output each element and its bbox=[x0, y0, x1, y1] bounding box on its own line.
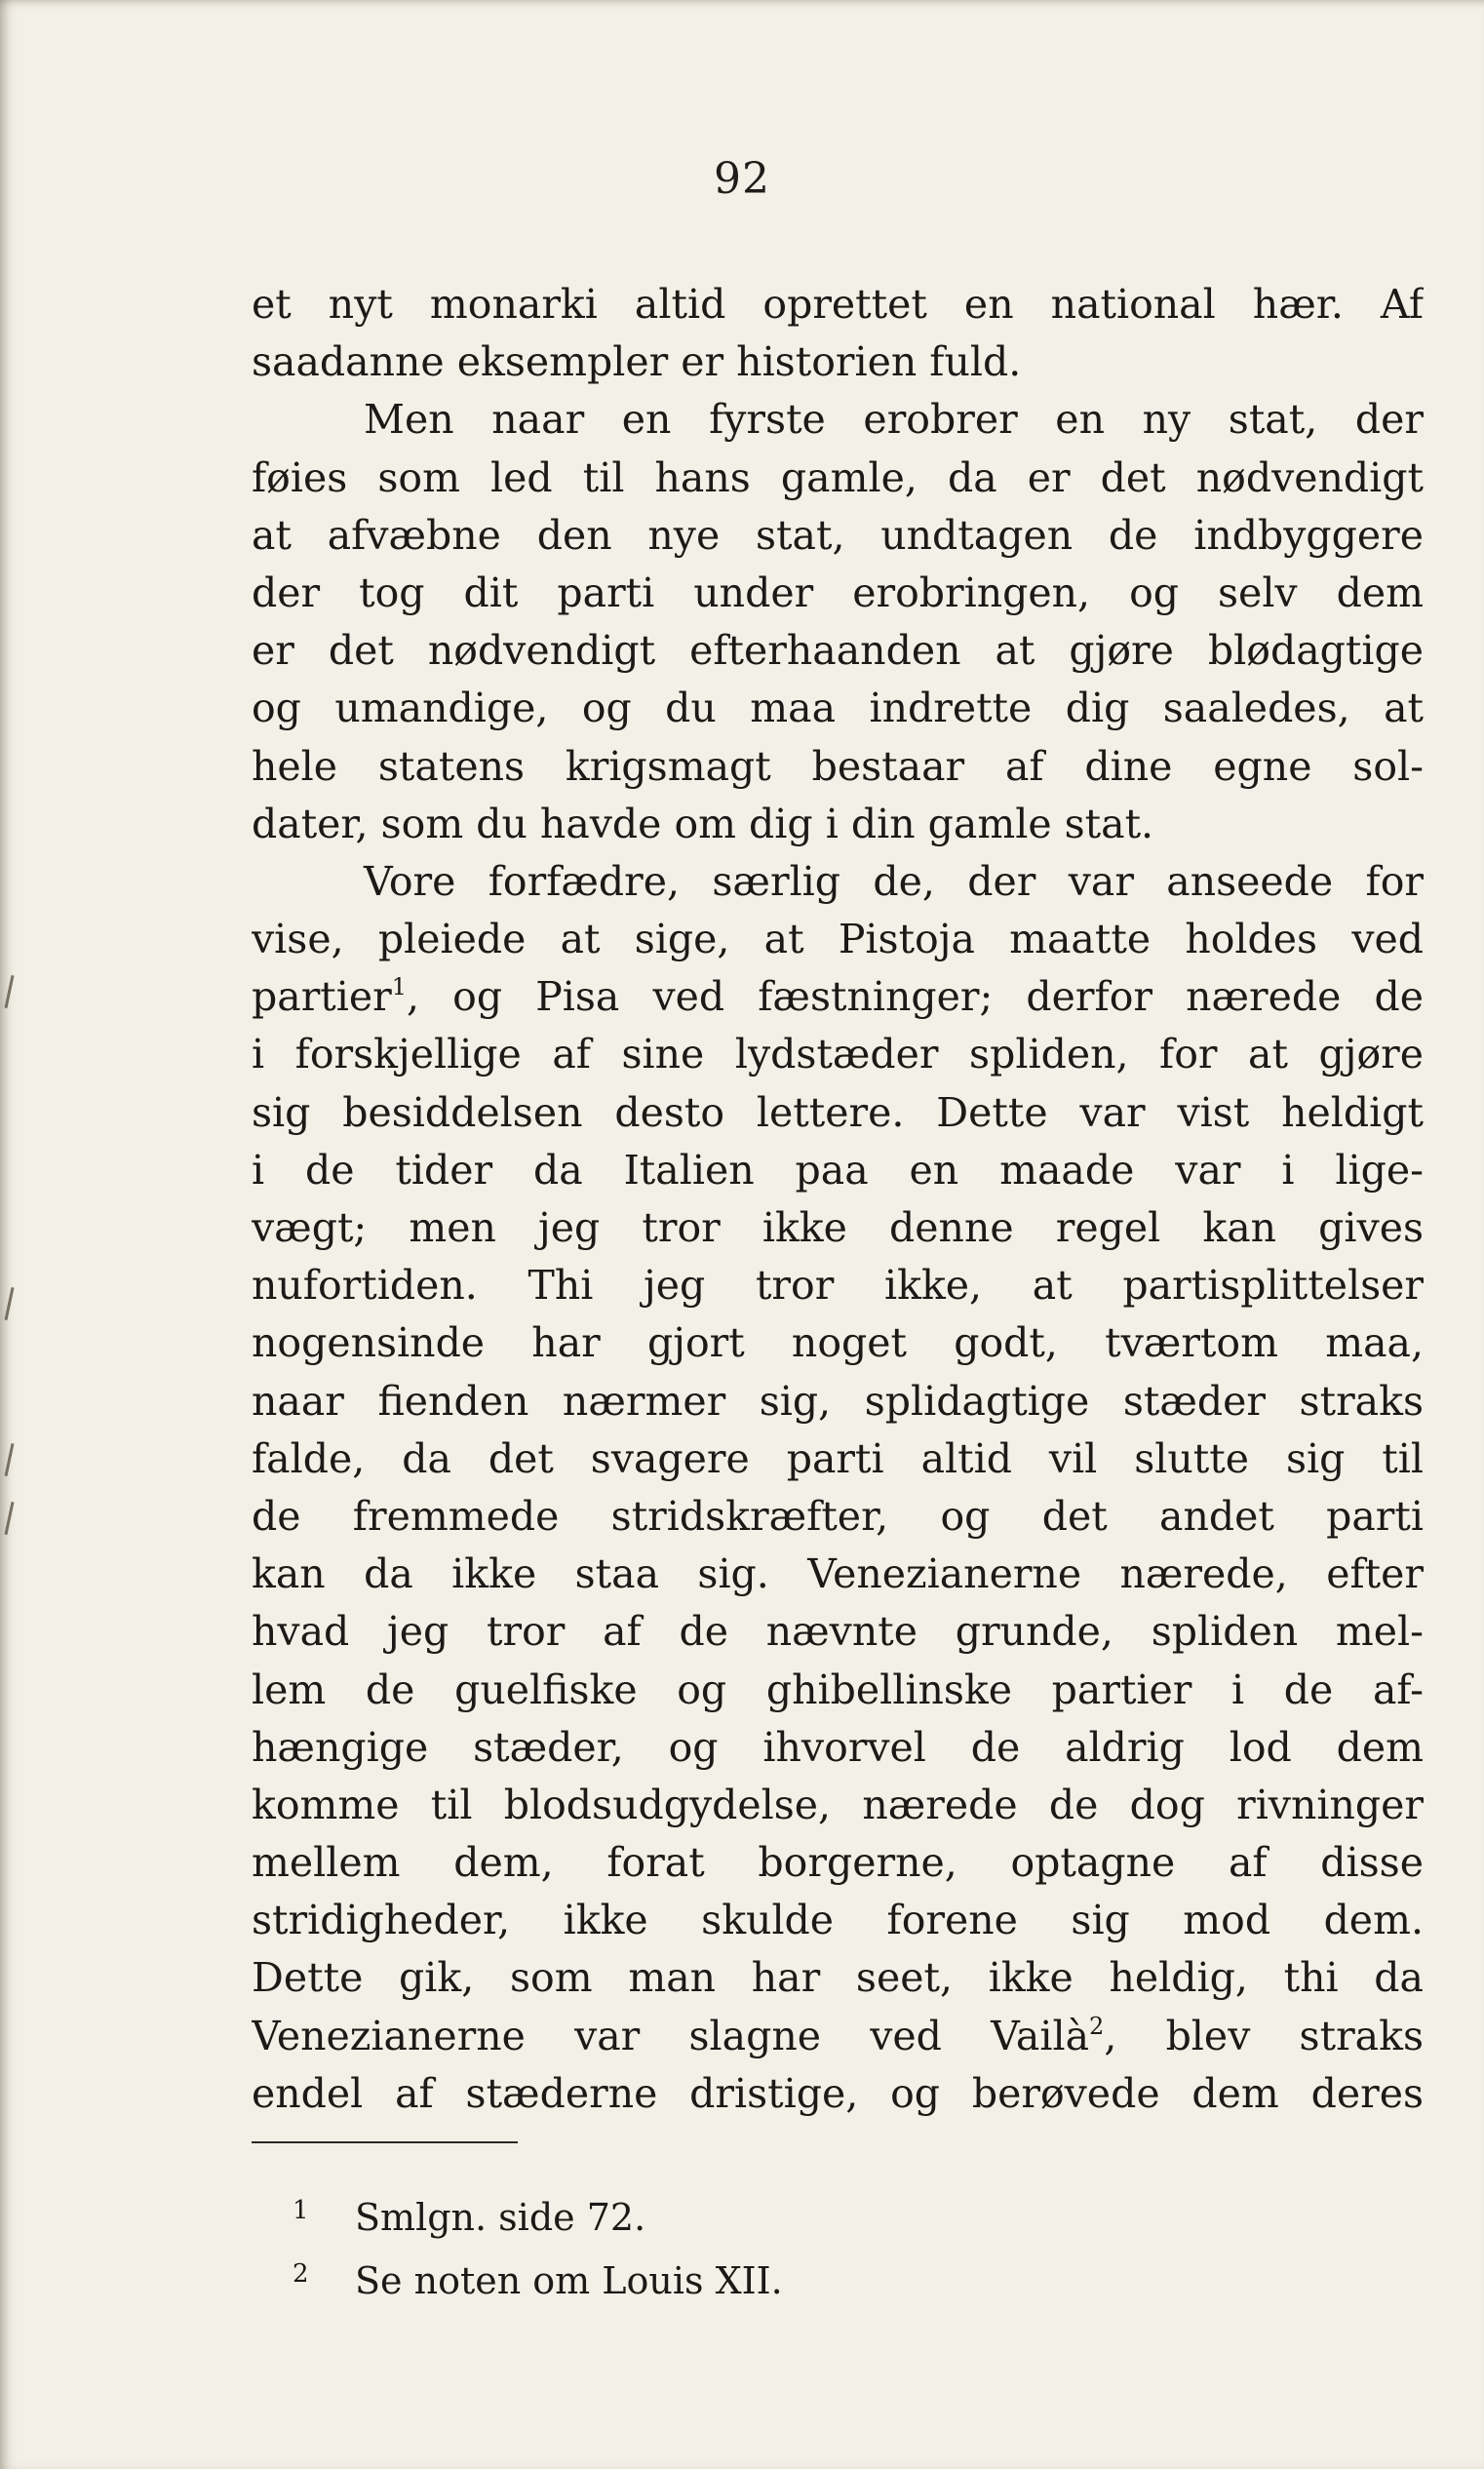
text-line: vise, pleiede at sige, at Pistoja maatte holdes ved bbox=[252, 916, 1424, 963]
page-number: 92 bbox=[714, 154, 770, 204]
text-line: hvad jeg tror af de nævnte grunde, spliden mel- bbox=[252, 1608, 1424, 1656]
text-line: er det nødvendigt efterhaanden at gjøre blødagtige bbox=[252, 627, 1424, 675]
footnote-marker: 1 bbox=[293, 2196, 309, 2225]
binding-mark bbox=[4, 975, 14, 1008]
footnote-ref-1: 1 bbox=[391, 973, 408, 1001]
text-line-with-footnote-2 bbox=[252, 2008, 1424, 2065]
footnote-marker: 2 bbox=[293, 2259, 309, 2289]
footnote-ref-2: 2 bbox=[1089, 2012, 1105, 2040]
text-line: sig besiddelsen desto lettere. Dette var vist heldigt bbox=[252, 1088, 1424, 1136]
text-line: der tog dit parti under erobringen, og selv dem bbox=[252, 568, 1424, 616]
text-line: nogensinde har gjort noget godt, tværtom maa, bbox=[252, 1319, 1424, 1367]
text-line: endel af stæderne dristige, og berøvede dem deres bbox=[252, 2069, 1424, 2117]
text-line: Dette gik, som man har seet, ikke heldig, thi da bbox=[252, 1954, 1424, 2002]
footnote-2 bbox=[293, 2246, 783, 2309]
text-fragment: partier bbox=[252, 973, 392, 1021]
text-line: og umandige, og du maa indrette dig saaledes, at bbox=[252, 685, 1424, 732]
binding-mark bbox=[4, 1443, 14, 1476]
footnote-text: Se noten om Louis XII. bbox=[355, 2259, 783, 2302]
paragraph-start-line: Men naar en fyrste erobrer en ny stat, der bbox=[364, 396, 1424, 444]
binding-edge-marks bbox=[8, 0, 47, 2469]
text-line-with-footnote-1 bbox=[252, 968, 1424, 1026]
text-line: kan da ikke staa sig. Venezianerne nærede, efter bbox=[252, 1550, 1424, 1598]
text-line: mellem dem, forat borgerne, optagne af disse bbox=[252, 1839, 1424, 1887]
text-line: dater, som du havde om dig i din gamle stat. bbox=[252, 800, 1154, 847]
footnote-1 bbox=[293, 2182, 783, 2246]
text-fragment: , og Pisa ved fæstninger; derfor nærede de bbox=[407, 973, 1424, 1021]
footnote-separator-rule bbox=[252, 2141, 518, 2143]
text-line: i de tider da Italien paa en maade var i lige- bbox=[252, 1146, 1424, 1194]
text-line: hængige stæder, og ihvorvel de aldrig lod dem bbox=[252, 1723, 1424, 1771]
body-text bbox=[252, 276, 1424, 2123]
footnotes bbox=[293, 2182, 783, 2309]
text-line: saadanne eksempler er historien fuld. bbox=[252, 338, 1022, 386]
text-line: at afvæbne den nye stat, undtagen de indbyggere bbox=[252, 511, 1424, 559]
text-line: i forskjellige af sine lydstæder spliden, for at gjøre bbox=[252, 1031, 1424, 1078]
text-line: føies som led til hans gamle, da er det nødvendigt bbox=[252, 453, 1424, 501]
footnote-text: Smlgn. side 72. bbox=[355, 2196, 646, 2239]
text-fragment: Venezianerne var slagne ved Vailà bbox=[252, 2012, 1090, 2059]
text-line: naar fienden nærmer sig, splidagtige stæder straks bbox=[252, 1377, 1424, 1425]
binding-mark bbox=[4, 1502, 14, 1535]
text-line: komme til blodsudgydelse, nærede de dog rivninger bbox=[252, 1781, 1424, 1828]
text-line: et nyt monarki altid oprettet en national hær. Af bbox=[252, 281, 1424, 328]
text-line: stridigheder, ikke skulde forene sig mod dem. bbox=[252, 1897, 1424, 1944]
text-line: nufortiden. Thi jeg tror ikke, at partisplittelser bbox=[252, 1262, 1424, 1310]
text-line: vægt; men jeg tror ikke denne regel kan gives bbox=[252, 1204, 1424, 1251]
text-line: de fremmede stridskræfter, og det andet parti bbox=[252, 1492, 1424, 1540]
text-line: lem de guelfiske og ghibellinske partier i de af- bbox=[252, 1666, 1424, 1713]
text-fragment: , blev straks bbox=[1104, 2012, 1424, 2059]
paragraph-start-line: Vore forfædre, særlig de, der var anseede for bbox=[364, 857, 1424, 905]
binding-mark bbox=[4, 1287, 14, 1320]
text-line: hele statens krigsmagt bestaar af dine egne sol- bbox=[252, 742, 1424, 790]
text-line: falde, da det svagere parti altid vil slutte sig til bbox=[252, 1434, 1424, 1482]
